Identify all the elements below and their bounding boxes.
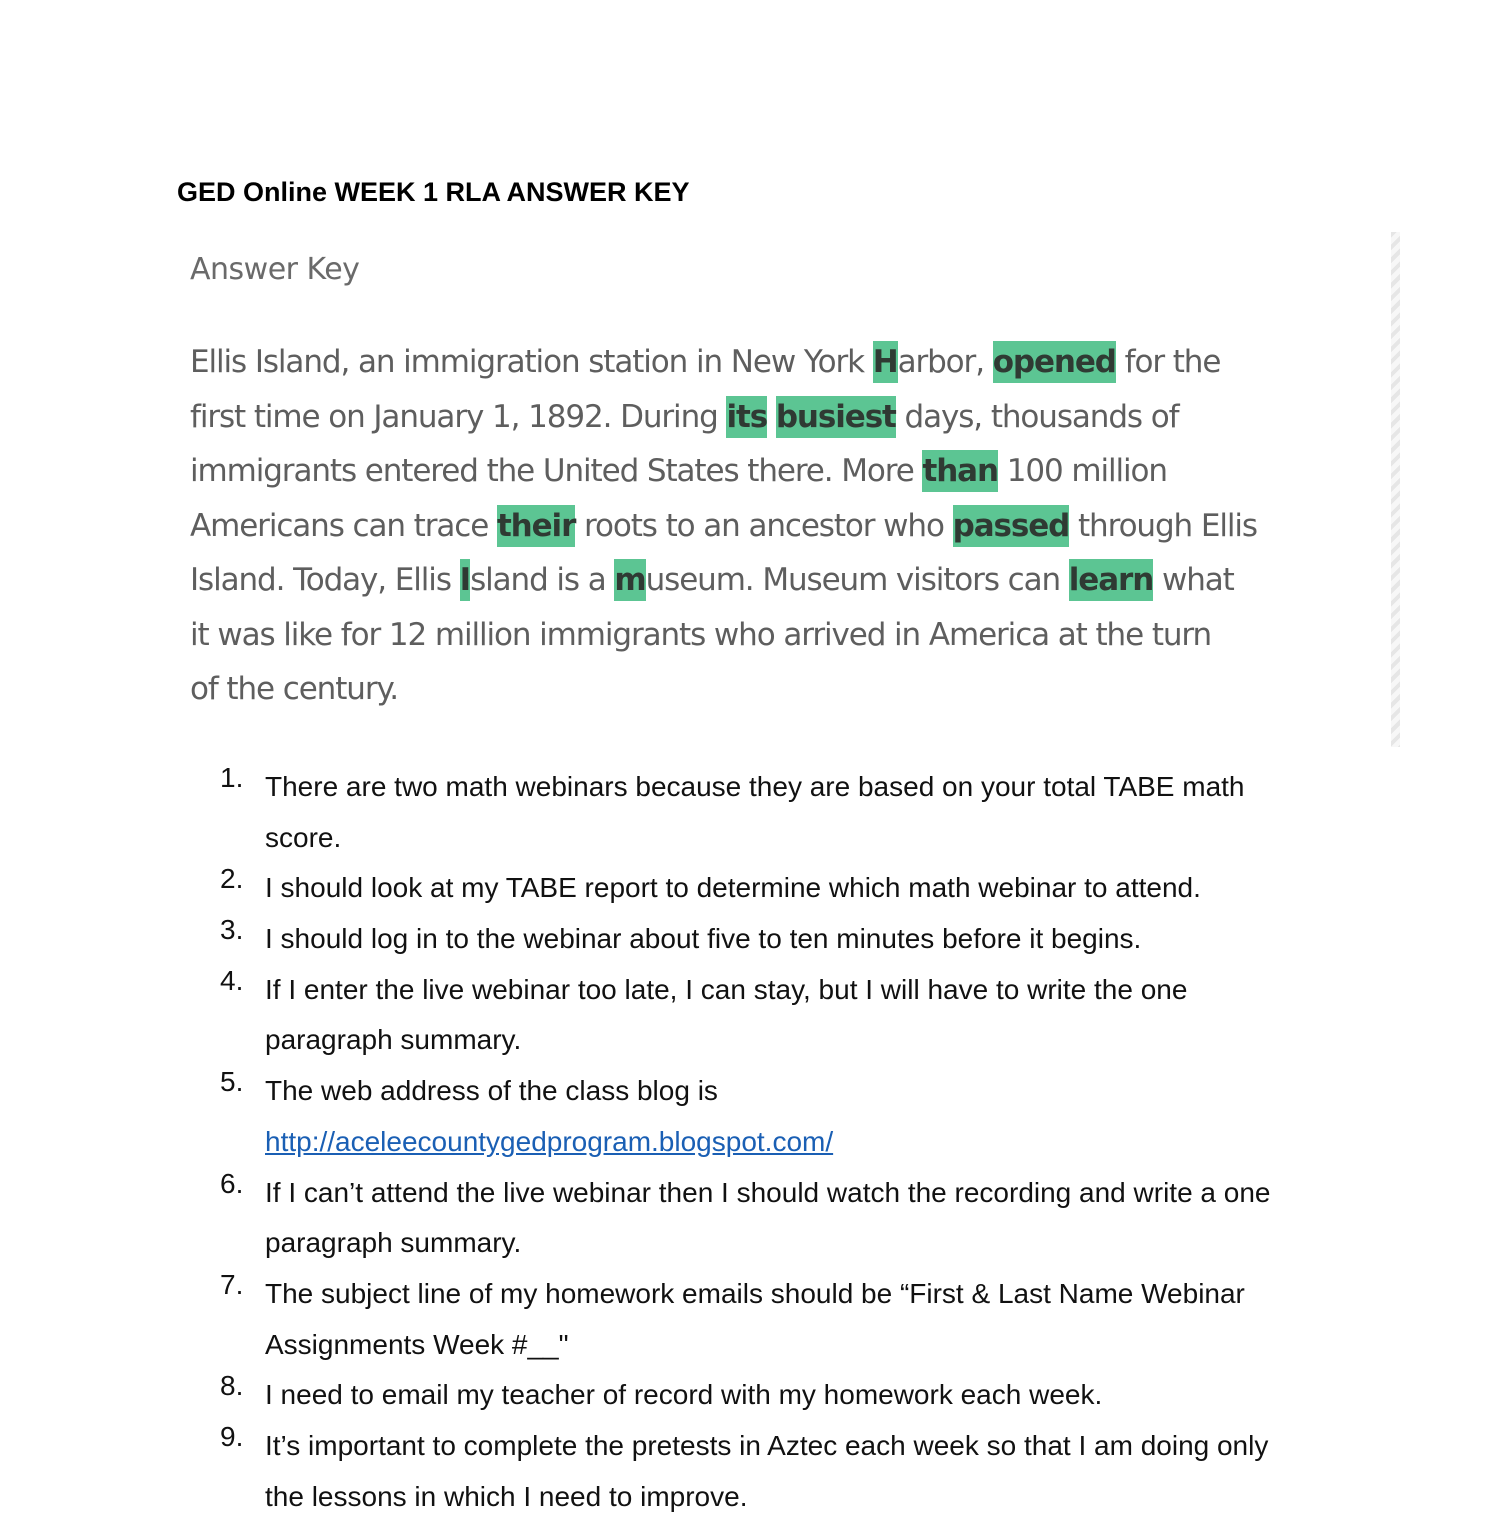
highlighted-answer: m bbox=[614, 559, 645, 601]
answer-text: The web address of the class blog is bbox=[265, 1075, 718, 1107]
passage-text: 100 million bbox=[997, 453, 1167, 489]
list-number: 9. bbox=[220, 1420, 244, 1452]
passage-line bbox=[190, 444, 1257, 499]
highlighted-answer: its bbox=[726, 396, 767, 438]
passage-text: Americans can trace bbox=[190, 507, 497, 544]
passage-text: sland is a bbox=[470, 562, 615, 598]
passage-text: immigrants entered the United States there. More bbox=[190, 453, 923, 489]
highlighted-answer: learn bbox=[1069, 559, 1153, 601]
highlighted-answer: busiest bbox=[776, 396, 896, 438]
list-item bbox=[220, 1168, 1271, 1269]
list-number: 6. bbox=[220, 1167, 244, 1199]
list-number: 5. bbox=[220, 1066, 244, 1098]
passage-text: Island. Today, Ellis bbox=[190, 562, 460, 598]
passage-line bbox=[190, 662, 1257, 717]
answer-text: I should log in to the webinar about five to ten minutes before it begins. bbox=[265, 923, 1142, 955]
answer-text: If I enter the live webinar too late, I can stay, but I will have to write the one bbox=[265, 973, 1188, 1005]
document-title: GED Online WEEK 1 RLA ANSWER KEY bbox=[177, 177, 690, 207]
answer-text: Assignments Week #__" bbox=[265, 1328, 569, 1360]
answer-text: score. bbox=[265, 821, 342, 853]
passage-line bbox=[190, 608, 1257, 663]
highlighted-answer: H bbox=[873, 341, 898, 383]
list-number: 3. bbox=[220, 914, 244, 946]
list-item bbox=[220, 1066, 1271, 1167]
passage-text bbox=[767, 399, 776, 435]
scrollbar bbox=[1391, 232, 1400, 747]
passage-text: useum. Museum visitors can bbox=[645, 562, 1069, 598]
answer-key-heading: Answer Key bbox=[190, 252, 360, 287]
highlighted-answer: their bbox=[497, 505, 575, 547]
passage-text: Ellis Island, an immigration station in New York bbox=[190, 344, 873, 380]
highlighted-answer: passed bbox=[953, 505, 1070, 547]
highlighted-answer: opened bbox=[993, 341, 1116, 383]
passage-text: what bbox=[1153, 562, 1234, 598]
answer-key-passage bbox=[190, 335, 1257, 717]
answer-text: I should look at my TABE report to determine which math webinar to attend. bbox=[265, 872, 1201, 904]
passage-text: of the century. bbox=[190, 671, 399, 707]
passage-text: first time on January 1, 1892. During bbox=[190, 398, 727, 435]
passage-line bbox=[190, 335, 1257, 390]
passage-line bbox=[190, 553, 1257, 608]
answer-text: I need to email my teacher of record with my homework each week. bbox=[265, 1379, 1103, 1411]
answer-key-screenshot bbox=[176, 232, 1400, 747]
answer-text: It’s important to complete the pretests in Aztec each week so that I am doing only bbox=[265, 1429, 1269, 1461]
list-item bbox=[220, 1269, 1271, 1370]
list-number: 4. bbox=[220, 964, 244, 996]
list-number: 8. bbox=[220, 1370, 244, 1402]
class-blog-link[interactable]: http://aceleecountygedprogram.blogspot.com/ bbox=[265, 1125, 834, 1157]
list-item bbox=[220, 863, 1271, 914]
answer-text: If I can’t attend the live webinar then I should watch the recording and write a one bbox=[265, 1176, 1271, 1208]
list-number: 2. bbox=[220, 863, 244, 895]
list-item bbox=[220, 914, 1271, 965]
answer-text: the lessons in which I need to improve. bbox=[265, 1480, 748, 1512]
passage-line bbox=[190, 390, 1257, 445]
highlighted-answer: I bbox=[460, 559, 470, 601]
answer-text: The subject line of my homework emails should be “First & Last Name Webinar bbox=[265, 1277, 1245, 1309]
list-item bbox=[220, 1370, 1271, 1421]
list-number: 1. bbox=[220, 762, 244, 793]
passage-text: roots to an ancestor who bbox=[575, 507, 953, 544]
passage-text: days, thousands of bbox=[895, 398, 1179, 435]
passage-text: for the bbox=[1115, 344, 1221, 380]
passage-text: arbor, bbox=[897, 344, 993, 380]
answer-text: paragraph summary. bbox=[265, 1227, 522, 1259]
answer-list bbox=[220, 762, 1271, 1522]
list-item bbox=[220, 965, 1271, 1066]
answer-text: There are two math webinars because they are based on your total TABE math bbox=[265, 771, 1245, 802]
list-number: 7. bbox=[220, 1268, 244, 1300]
passage-line bbox=[190, 499, 1257, 554]
passage-text: it was like for 12 million immigrants who arrived in America at the turn bbox=[190, 616, 1212, 653]
highlighted-answer: than bbox=[922, 450, 997, 492]
list-item bbox=[220, 762, 1271, 863]
list-item bbox=[220, 1421, 1271, 1522]
passage-text: through Ellis bbox=[1069, 507, 1257, 544]
answer-text: paragraph summary. bbox=[265, 1024, 522, 1056]
